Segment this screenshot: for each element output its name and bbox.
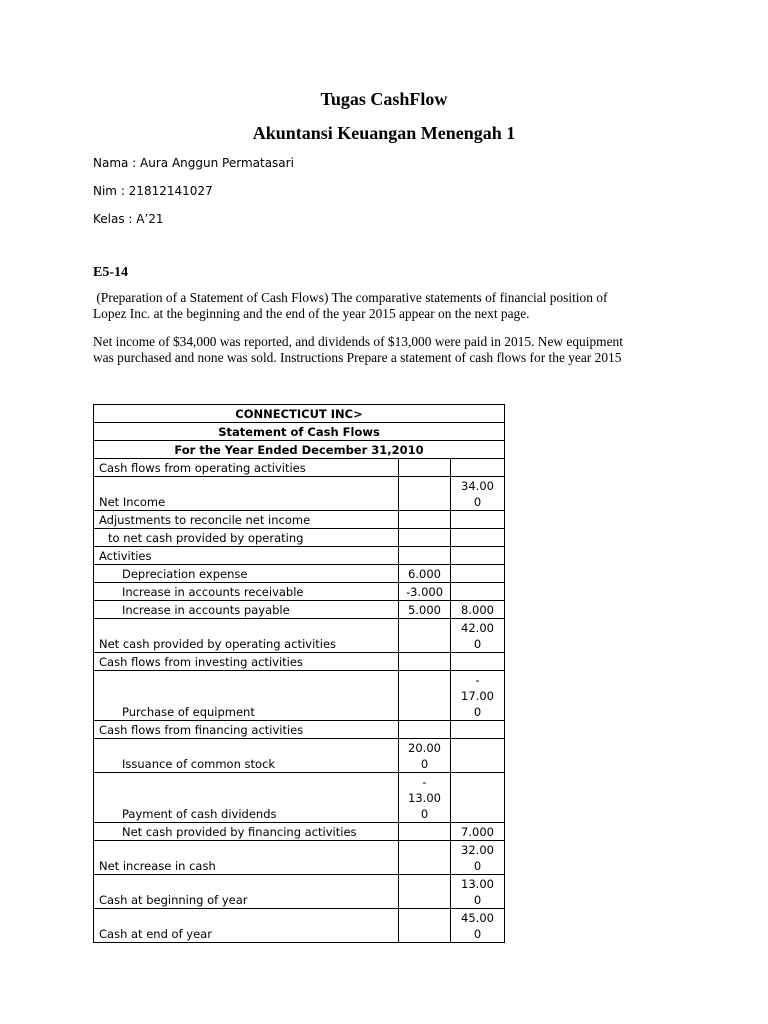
amount-line: 5.000 — [408, 603, 441, 617]
table-row — [94, 823, 505, 841]
table-row — [94, 909, 505, 943]
row-label: Depreciation expense — [94, 565, 399, 583]
cash-flow-statement-table — [93, 404, 505, 943]
total-amount-cell — [451, 823, 505, 841]
row-label: Cash at beginning of year — [94, 875, 399, 909]
amount-line: 32.00 — [461, 843, 494, 857]
amount-line: 13.00 — [461, 877, 494, 891]
amount-line: - — [475, 673, 480, 687]
total-amount-cell — [451, 547, 505, 565]
amount-line: 0 — [473, 705, 482, 719]
row-label: Net cash provided by financing activities — [94, 823, 399, 841]
detail-amount-cell — [399, 739, 451, 773]
row-label: Issuance of common stock — [94, 739, 399, 773]
detail-amount-cell — [399, 459, 451, 477]
total-amount-cell — [451, 739, 505, 773]
detail-amount-cell — [399, 619, 451, 653]
row-label: Net increase in cash — [94, 841, 399, 875]
paragraph-line: Net income of $34,000 was reported, and dividends of $13,000 were paid in 2015. New equipment — [93, 334, 623, 349]
row-label: Cash flows from operating activities — [94, 459, 399, 477]
table-row — [94, 671, 505, 721]
student-name: Nama : Aura Anggun Permatasari — [93, 156, 294, 170]
row-label: Payment of cash dividends — [94, 773, 399, 823]
amount-line: 0 — [473, 893, 482, 907]
detail-amount-cell — [399, 653, 451, 671]
row-label: Activities — [94, 547, 399, 565]
row-label: Purchase of equipment — [94, 671, 399, 721]
statement-period: For the Year Ended December 31,2010 — [94, 441, 505, 459]
amount-line: 45.00 — [461, 911, 494, 925]
amount-line: - — [422, 775, 427, 789]
row-label: Cash flows from financing activities — [94, 721, 399, 739]
detail-amount-cell — [399, 841, 451, 875]
table-row — [94, 773, 505, 823]
amount-line: 34.00 — [461, 479, 494, 493]
detail-amount-cell — [399, 583, 451, 601]
detail-amount-cell — [399, 875, 451, 909]
amount-line: 8.000 — [461, 603, 494, 617]
amount-line: 13.00 — [408, 791, 441, 805]
exercise-paragraph-1 — [93, 290, 673, 322]
row-label: to net cash provided by operating — [94, 529, 399, 547]
amount-line: 6.000 — [408, 567, 441, 581]
detail-amount-cell — [399, 601, 451, 619]
row-label: Cash at end of year — [94, 909, 399, 943]
row-label: Increase in accounts receivable — [94, 583, 399, 601]
row-label: Cash flows from investing activities — [94, 653, 399, 671]
table-row — [94, 547, 505, 565]
paragraph-line: Lopez Inc. at the beginning and the end of the year 2015 appear on the next page. — [93, 306, 530, 321]
table-row — [94, 529, 505, 547]
table-row — [94, 459, 505, 477]
amount-line: 7.000 — [461, 825, 494, 839]
row-label: Adjustments to reconcile net income — [94, 511, 399, 529]
exercise-heading: E5-14 — [93, 265, 128, 280]
total-amount-cell — [451, 909, 505, 943]
student-class: Kelas : A’21 — [93, 212, 164, 226]
paragraph-line: was purchased and none was sold. Instructions Prepare a statement of cash flows for the year 2015 — [93, 350, 622, 365]
paragraph-line: (Preparation of a Statement of Cash Flows) The comparative statements of financial position of — [93, 290, 608, 305]
document-subtitle: Akuntansi Keuangan Menengah 1 — [252, 123, 516, 143]
total-amount-cell — [451, 653, 505, 671]
total-amount-cell — [451, 875, 505, 909]
amount-line: 0 — [473, 637, 482, 651]
detail-amount-cell — [399, 511, 451, 529]
table-row — [94, 841, 505, 875]
table-row — [94, 875, 505, 909]
total-amount-cell — [451, 565, 505, 583]
amount-line: 20.00 — [408, 741, 441, 755]
detail-amount-cell — [399, 909, 451, 943]
detail-amount-cell — [399, 773, 451, 823]
table-row — [94, 653, 505, 671]
amount-line: 0 — [473, 859, 482, 873]
document-title: Tugas CashFlow — [320, 89, 448, 109]
table-row — [94, 619, 505, 653]
detail-amount-cell — [399, 529, 451, 547]
total-amount-cell — [451, 511, 505, 529]
total-amount-cell — [451, 477, 505, 511]
amount-line: -3.000 — [405, 585, 444, 599]
table-row — [94, 477, 505, 511]
total-amount-cell — [451, 773, 505, 823]
row-label: Increase in accounts payable — [94, 601, 399, 619]
table-row — [94, 511, 505, 529]
company-name: CONNECTICUT INC> — [94, 405, 505, 423]
statement-name: Statement of Cash Flows — [94, 423, 505, 441]
detail-amount-cell — [399, 721, 451, 739]
table-header-row — [94, 423, 505, 441]
amount-line: 17.00 — [461, 689, 494, 703]
total-amount-cell — [451, 671, 505, 721]
total-amount-cell — [451, 841, 505, 875]
total-amount-cell — [451, 459, 505, 477]
amount-line: 0 — [420, 757, 429, 771]
table-header-row — [94, 441, 505, 459]
detail-amount-cell — [399, 823, 451, 841]
detail-amount-cell — [399, 477, 451, 511]
table-row — [94, 583, 505, 601]
amount-line: 0 — [420, 807, 429, 821]
student-id: Nim : 21812141027 — [93, 184, 213, 198]
total-amount-cell — [451, 529, 505, 547]
detail-amount-cell — [399, 565, 451, 583]
amount-line: 0 — [473, 927, 482, 941]
row-label: Net cash provided by operating activities — [94, 619, 399, 653]
table-row — [94, 565, 505, 583]
detail-amount-cell — [399, 671, 451, 721]
exercise-paragraph-2 — [93, 334, 673, 366]
table-row — [94, 739, 505, 773]
total-amount-cell — [451, 721, 505, 739]
total-amount-cell — [451, 601, 505, 619]
total-amount-cell — [451, 583, 505, 601]
table-row — [94, 601, 505, 619]
row-label: Net Income — [94, 477, 399, 511]
total-amount-cell — [451, 619, 505, 653]
amount-line: 0 — [473, 495, 482, 509]
detail-amount-cell — [399, 547, 451, 565]
amount-line: 42.00 — [461, 621, 494, 635]
table-header-row — [94, 405, 505, 423]
table-row — [94, 721, 505, 739]
